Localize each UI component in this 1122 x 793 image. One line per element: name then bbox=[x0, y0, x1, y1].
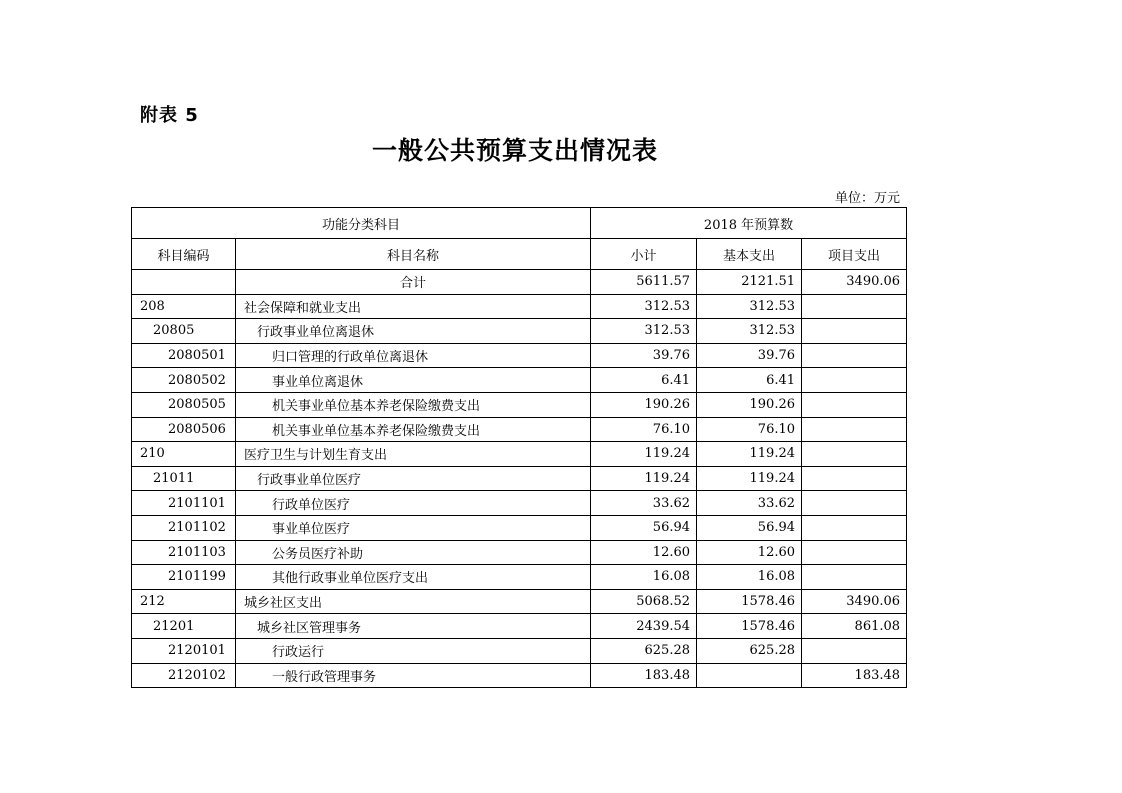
row-name: 事业单位离退休 bbox=[236, 368, 591, 393]
row-code: 2080505 bbox=[132, 392, 236, 417]
row-subtotal: 312.53 bbox=[591, 294, 697, 319]
row-basic: 39.76 bbox=[697, 343, 802, 368]
row-code: 2080502 bbox=[132, 368, 236, 393]
row-subtotal: 6.41 bbox=[591, 368, 697, 393]
row-subtotal: 5068.52 bbox=[591, 589, 697, 614]
row-project bbox=[802, 466, 907, 491]
row-code: 21201 bbox=[132, 614, 236, 639]
row-subtotal: 76.10 bbox=[591, 417, 697, 442]
row-basic bbox=[697, 663, 802, 688]
row-code: 2120102 bbox=[132, 663, 236, 688]
row-code: 21011 bbox=[132, 466, 236, 491]
row-name: 行政事业单位医疗 bbox=[236, 466, 591, 491]
total-row bbox=[132, 270, 907, 295]
row-project bbox=[802, 540, 907, 565]
table-row bbox=[132, 466, 907, 491]
row-subtotal: 183.48 bbox=[591, 663, 697, 688]
row-code: 210 bbox=[132, 442, 236, 467]
table-row bbox=[132, 442, 907, 467]
row-basic: 312.53 bbox=[697, 294, 802, 319]
row-name: 城乡社区支出 bbox=[236, 589, 591, 614]
row-subtotal: 190.26 bbox=[591, 392, 697, 417]
row-name: 机关事业单位基本养老保险缴费支出 bbox=[236, 392, 591, 417]
row-basic: 33.62 bbox=[697, 491, 802, 516]
row-basic: 1578.46 bbox=[697, 589, 802, 614]
row-basic: 6.41 bbox=[697, 368, 802, 393]
row-subtotal: 119.24 bbox=[591, 442, 697, 467]
total-label: 合计 bbox=[236, 270, 591, 295]
table-row bbox=[132, 343, 907, 368]
row-name: 机关事业单位基本养老保险缴费支出 bbox=[236, 417, 591, 442]
row-name: 医疗卫生与计划生育支出 bbox=[236, 442, 591, 467]
total-code-cell bbox=[132, 270, 236, 295]
page-title: 一般公共预算支出情况表 bbox=[372, 136, 659, 165]
row-code: 2101102 bbox=[132, 515, 236, 540]
row-project: 861.08 bbox=[802, 614, 907, 639]
row-name: 社会保障和就业支出 bbox=[236, 294, 591, 319]
row-basic: 76.10 bbox=[697, 417, 802, 442]
table-row bbox=[132, 294, 907, 319]
row-basic: 119.24 bbox=[697, 466, 802, 491]
row-name: 公务员医疗补助 bbox=[236, 540, 591, 565]
row-basic: 119.24 bbox=[697, 442, 802, 467]
table-row bbox=[132, 515, 907, 540]
row-project bbox=[802, 491, 907, 516]
table-row bbox=[132, 417, 907, 442]
row-project bbox=[802, 515, 907, 540]
row-code: 2120101 bbox=[132, 638, 236, 663]
table-row bbox=[132, 540, 907, 565]
row-code: 2080501 bbox=[132, 343, 236, 368]
row-code: 2101199 bbox=[132, 565, 236, 590]
row-subtotal: 312.53 bbox=[591, 319, 697, 344]
table-row bbox=[132, 565, 907, 590]
row-basic: 190.26 bbox=[697, 392, 802, 417]
row-name: 城乡社区管理事务 bbox=[236, 614, 591, 639]
row-subtotal: 16.08 bbox=[591, 565, 697, 590]
group-header-row bbox=[132, 208, 907, 239]
table-row bbox=[132, 368, 907, 393]
row-basic: 16.08 bbox=[697, 565, 802, 590]
table-row bbox=[132, 638, 907, 663]
row-code: 20805 bbox=[132, 319, 236, 344]
row-subtotal: 2439.54 bbox=[591, 614, 697, 639]
row-project bbox=[802, 368, 907, 393]
row-name: 归口管理的行政单位离退休 bbox=[236, 343, 591, 368]
row-code: 212 bbox=[132, 589, 236, 614]
row-subtotal: 56.94 bbox=[591, 515, 697, 540]
row-name: 行政事业单位离退休 bbox=[236, 319, 591, 344]
row-project bbox=[802, 319, 907, 344]
table-row bbox=[132, 663, 907, 688]
row-basic: 1578.46 bbox=[697, 614, 802, 639]
row-project bbox=[802, 294, 907, 319]
row-code: 2080506 bbox=[132, 417, 236, 442]
row-project bbox=[802, 565, 907, 590]
row-name: 事业单位医疗 bbox=[236, 515, 591, 540]
total-project: 3490.06 bbox=[802, 270, 907, 295]
budget-year-group-header: 2018 年预算数 bbox=[591, 208, 907, 239]
row-name: 其他行政事业单位医疗支出 bbox=[236, 565, 591, 590]
row-name: 一般行政管理事务 bbox=[236, 663, 591, 688]
unit-label: 单位：万元 bbox=[834, 191, 900, 206]
row-project bbox=[802, 417, 907, 442]
row-basic: 12.60 bbox=[697, 540, 802, 565]
table-row bbox=[132, 319, 907, 344]
total-basic: 2121.51 bbox=[697, 270, 802, 295]
subtotal-column-header: 小计 bbox=[591, 239, 697, 270]
classification-group-header: 功能分类科目 bbox=[132, 208, 591, 239]
row-subtotal: 33.62 bbox=[591, 491, 697, 516]
row-project: 183.48 bbox=[802, 663, 907, 688]
table-row bbox=[132, 589, 907, 614]
row-code: 2101101 bbox=[132, 491, 236, 516]
attachment-label: 附表 5 bbox=[140, 105, 199, 126]
row-basic: 625.28 bbox=[697, 638, 802, 663]
row-subtotal: 12.60 bbox=[591, 540, 697, 565]
row-project bbox=[802, 392, 907, 417]
row-project bbox=[802, 343, 907, 368]
row-subtotal: 119.24 bbox=[591, 466, 697, 491]
table-row bbox=[132, 392, 907, 417]
table-row bbox=[132, 491, 907, 516]
table-row bbox=[132, 614, 907, 639]
row-project bbox=[802, 638, 907, 663]
column-header-row bbox=[132, 239, 907, 270]
row-project: 3490.06 bbox=[802, 589, 907, 614]
row-name: 行政单位医疗 bbox=[236, 491, 591, 516]
basic-column-header: 基本支出 bbox=[697, 239, 802, 270]
row-name: 行政运行 bbox=[236, 638, 591, 663]
row-basic: 312.53 bbox=[697, 319, 802, 344]
name-column-header: 科目名称 bbox=[236, 239, 591, 270]
row-subtotal: 39.76 bbox=[591, 343, 697, 368]
budget-table bbox=[131, 207, 907, 688]
total-subtotal: 5611.57 bbox=[591, 270, 697, 295]
row-code: 2101103 bbox=[132, 540, 236, 565]
code-column-header: 科目编码 bbox=[132, 239, 236, 270]
row-project bbox=[802, 442, 907, 467]
row-basic: 56.94 bbox=[697, 515, 802, 540]
row-subtotal: 625.28 bbox=[591, 638, 697, 663]
project-column-header: 项目支出 bbox=[802, 239, 907, 270]
row-code: 208 bbox=[132, 294, 236, 319]
